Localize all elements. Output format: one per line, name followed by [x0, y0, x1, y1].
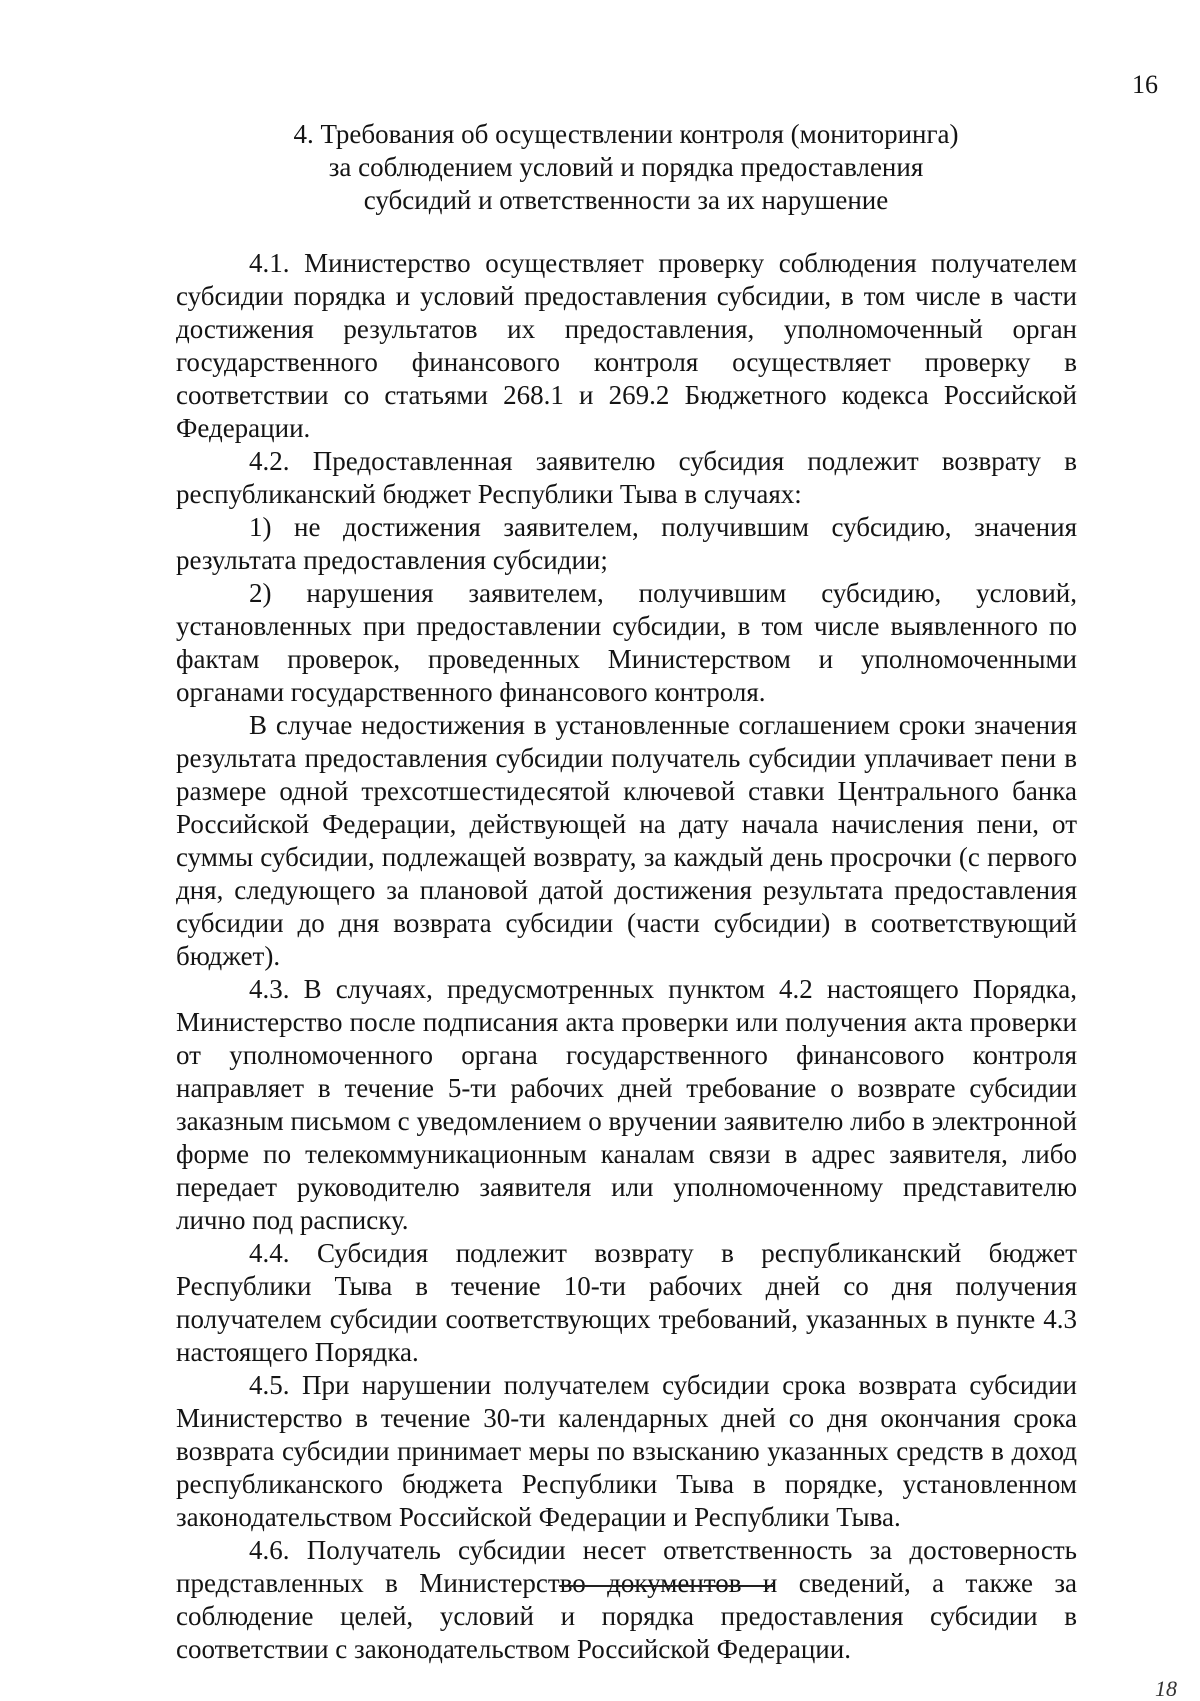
- section-heading: [176, 118, 1076, 217]
- page-number: 16: [1132, 70, 1158, 99]
- paragraph-penalty: В случае недостижения в установленные соглашением сроки значения результата предоставления субсидии получатель субсидии уплачивает пени в размере одной трехсотшестидесятой ключевой ставки Центрального банка Российской Федерации, действующей на дату начала начисления пени, от суммы субсидии, подлежащей возврату, за каждый день просрочки (с первого дня, следующего за плановой датой достижения результата предоставления субсидии до дня возврата субсидии (части субсидии) в соответствующий бюджет).: [176, 710, 1077, 971]
- paragraph-4-2-case-2: 2) нарушения заявителем, получившим субсидию, условий, установленных при предоставлении субсидии, в том числе выявленного по фактам проверок, проведенных Министерством и уполномоченными органами государственного финансового контроля.: [176, 578, 1077, 707]
- document-body: [176, 247, 1077, 1666]
- heading-line: за соблюдением условий и порядка предоставления: [328, 152, 924, 182]
- paragraph-4-5: 4.5. При нарушении получателем субсидии срока возврата субсидии Министерство в течение 30-ти календарных дней со дня окончания срока возврата субсидии принимает меры по взысканию указанных средств в доход республиканского бюджета Республики Тыва в порядке, установленном законодательством Российской Федерации и Республики Тыва.: [176, 1370, 1077, 1532]
- end-divider: [559, 1585, 773, 1587]
- paragraph-4-3: 4.3. В случаях, предусмотренных пунктом 4.2 настоящего Порядка, Министерство после подписания акта проверки или получения акта проверки от уполномоченного органа государственного финансового контроля направляет в течение 5-ти рабочих дней требование о возврате субсидии заказным письмом с уведомлением о вручении заявителю либо в электронной форме по телекоммуникационным каналам связи в адрес заявителя, либо передает руководителю заявителя или уполномоченному представителю лично под расписку.: [176, 974, 1077, 1235]
- paragraph-4-2: 4.2. Предоставленная заявителю субсидия подлежит возврату в республиканский бюджет Республики Тыва в случаях:: [176, 446, 1077, 509]
- paragraph-4-2-case-1: 1) не достижения заявителем, получившим субсидию, значения результата предоставления субсидии;: [176, 512, 1077, 575]
- heading-line: 4. Требования об осуществлении контроля (мониторинга): [293, 119, 959, 149]
- paragraph-4-6: 4.6. Получатель субсидии несет ответственность за достоверность представленных в Министерство документов и сведений, а также за соблюдение целей, условий и порядка предоставления субсидии в соответствии с законодательством Российской Федерации.: [176, 1535, 1077, 1664]
- paragraph-4-4: 4.4. Субсидия подлежит возврату в республиканский бюджет Республики Тыва в течение 10-ти рабочих дней со дня получения получателем субсидии соответствующих требований, указанных в пункте 4.3 настоящего Порядка.: [176, 1238, 1077, 1367]
- paragraph-4-1: 4.1. Министерство осуществляет проверку соблюдения получателем субсидии порядка и условий предоставления субсидии, в том числе в части достижения результатов их предоставления, уполномоченный орган государственного финансового контроля осуществляет проверку в соответствии со статьями 268.1 и 269.2 Бюджетного кодекса Российской Федерации.: [176, 248, 1077, 443]
- handwritten-page-mark: 18: [1155, 1676, 1177, 1701]
- heading-line: субсидий и ответственности за их нарушение: [363, 185, 889, 215]
